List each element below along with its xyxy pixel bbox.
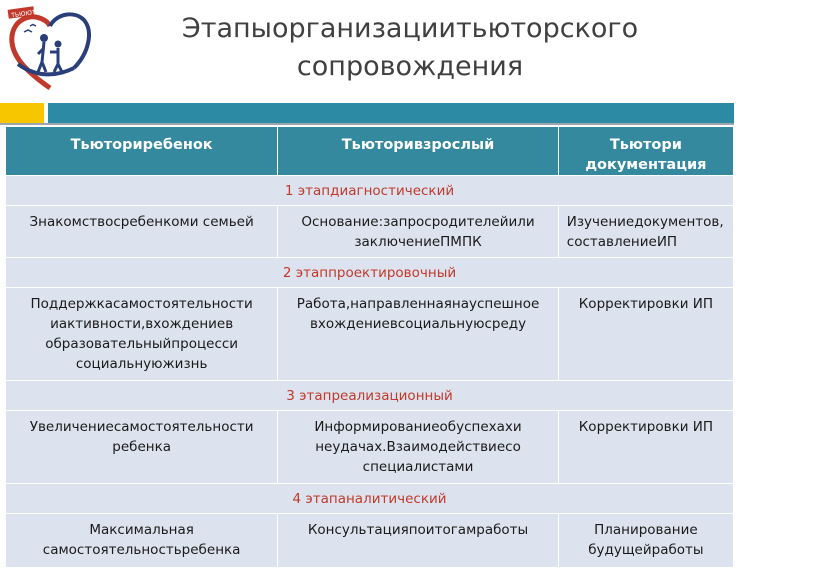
divider: [0, 123, 734, 125]
table-cell: Изучениедокументов, составлениеИП: [558, 206, 733, 258]
table-cell: Основание:запросродителейили заключениеПМПК: [278, 206, 559, 258]
table-cell: Планирование будущейработы: [558, 514, 733, 568]
table-row: [6, 411, 734, 484]
stages-table: [5, 126, 734, 568]
logo-text: ТЬЮЮТ: [10, 9, 37, 20]
title-line-2: сопровождения: [296, 51, 524, 82]
table-cell: Работа,направленнаянауспешное вхождениевсоциальнуюсреду: [278, 288, 559, 381]
logo-heart-icon: [4, 4, 96, 96]
table-cell: Информированиеобуспехахи неудачах.Взаимодействиесо специалистами: [278, 411, 559, 484]
stage-label: 2 этаппроектировочный: [6, 258, 734, 288]
stage-label: 3 этапреализационный: [6, 381, 734, 411]
header-child: Тьюториребенок: [6, 127, 278, 176]
table-cell: Увеличениесамостоятельности ребенка: [6, 411, 278, 484]
stage-row: [6, 484, 734, 514]
title-line-1: Этапыорганизациитьюторского: [181, 13, 639, 44]
table-row: [6, 206, 734, 258]
page-title: [110, 10, 710, 86]
stage-label: 4 этапаналитический: [6, 484, 734, 514]
accent-bar-yellow: [0, 103, 44, 123]
table-row: [6, 288, 734, 381]
table-cell: Корректировки ИП: [558, 411, 733, 484]
header-adult: Тьюторивзрослый: [278, 127, 559, 176]
table-header-row: [6, 127, 734, 176]
header-documentation: Тьютори документация: [558, 127, 733, 176]
stage-row: [6, 258, 734, 288]
stage-label: 1 этапдиагностический: [6, 176, 734, 206]
table-cell: Корректировки ИП: [558, 288, 733, 381]
table-row: [6, 514, 734, 568]
table-cell: Максимальная самостоятельностьребенка: [6, 514, 278, 568]
table-cell: Консультацияпоитогамработы: [278, 514, 559, 568]
table-cell: Поддержкасамостоятельности иактивности,вхождениев образовательныйпроцесси социальнуюжизнь: [6, 288, 278, 381]
table-cell: Знакомствосребенкоми семьей: [6, 206, 278, 258]
accent-bar-teal: [48, 103, 734, 123]
stage-row: [6, 176, 734, 206]
stage-row: [6, 381, 734, 411]
